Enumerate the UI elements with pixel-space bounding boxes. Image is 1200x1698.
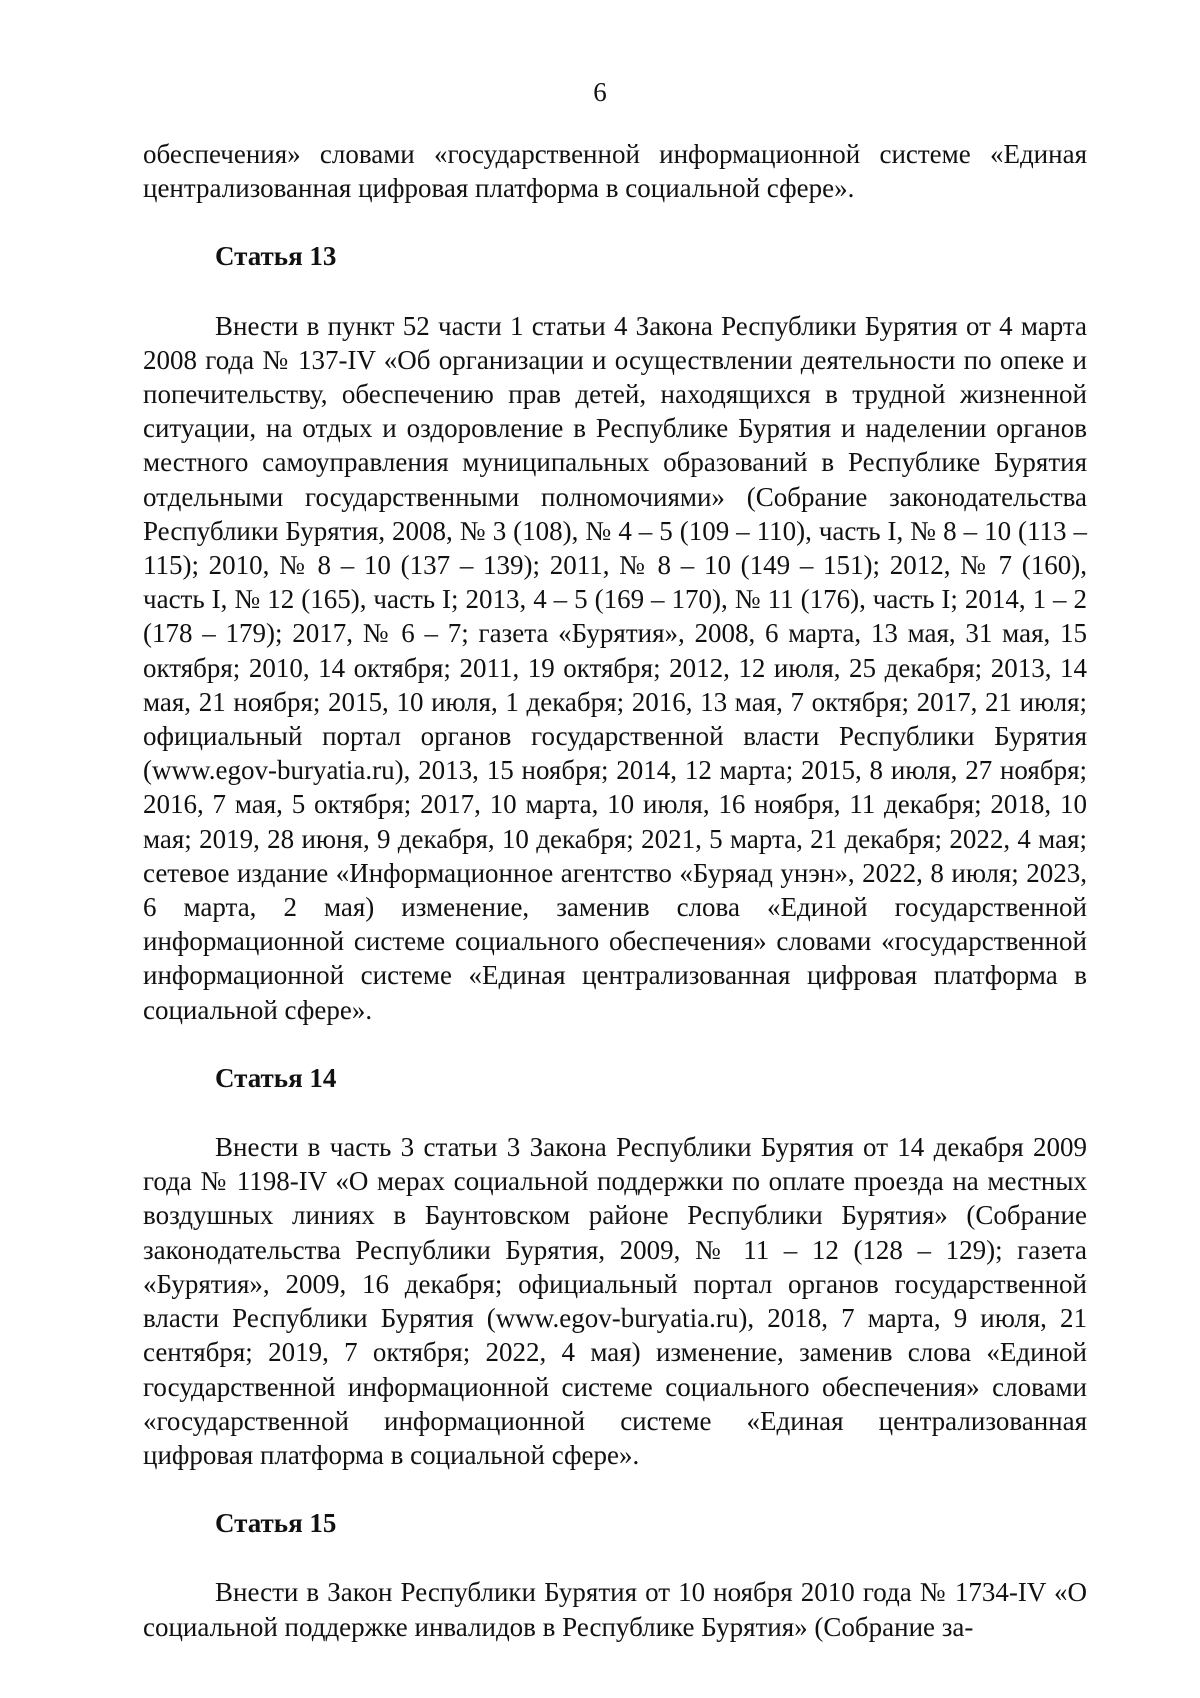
article-14-paragraph: Внести в часть 3 статьи 3 Закона Республики Бурятия от 14 декабря 2009 года № 1198-IV «О мерах социальной поддержки по оплате проезда на местных воздушных линиях в Баунтовском районе Республики Бурятия» (Собрание законодательства Республики Бурятия, 2009, № 11 – 12 (128 – 129); газета «Бурятия», 2009, 16 декабря; официальный портал органов государственной власти Республики Бурятия (www.egov-buryatia.ru), 2018, 7 марта, 9 июля, 21 сентября; 2019, 7 октября; 2022, 4 мая) изменение, заменив слова «Единой государственной информационной системе социального обеспечения» словами «государственной информационной системе «Единая централизованная цифровая платформа в социальной сфере».	[143, 1132, 1087, 1470]
spacer	[143, 1540, 1087, 1575]
spacer	[143, 205, 1087, 239]
article-15-paragraph: Внести в Закон Республики Бурятия от 10 ноября 2010 года № 1734-IV «О социальной поддержке инвалидов в Республике Бурятия» (Собрание за-	[143, 1577, 1087, 1642]
spacer	[143, 1095, 1087, 1130]
article-15-heading: Статья 15	[215, 1508, 337, 1539]
spacer	[143, 1472, 1087, 1506]
article-13-paragraph: Внести в пункт 52 части 1 статьи 4 Закона Республики Бурятия от 4 марта 2008 года № 137-IV «Об организации и осуществлении деятельности по опеке и попечительству, обеспечению прав детей, находящихся в трудной жизненной ситуации, на отдых и оздоровление в Республике Бурятия и наделении органов местного самоуправления муниципальных образований в Республике Бурятия отдельными государственными полномочиями» (Собрание законодательства Республики Бурятия, 2008, № 3 (108), № 4 – 5 (109 – 110), часть I, № 8 – 10 (113 – 115); 2010, № 8 – 10 (137 – 139); 2011, № 8 – 10 (149 – 151); 2012, № 7 (160), часть I, № 12 (165), часть I; 2013, 4 – 5 (169 – 170), № 11 (176), часть I; 2014, 1 – 2 (178 – 179); 2017, № 6 – 7; газета «Бурятия», 2008, 6 марта, 13 мая, 31 мая, 15 октября; 2010, 14 октября; 2011, 19 октября; 2012, 12 июля, 25 декабря; 2013, 14 мая, 21 ноября; 2015, 10 июля, 1 декабря; 2016, 13 мая, 7 октября; 2017, 21 июля; официальный портал органов государственной власти Республики Бурятия (www.egov-buryatia.ru), 2013, 15 ноября; 2014, 12 марта; 2015, 8 июля, 27 ноября; 2016, 7 мая, 5 октября; 2017, 10 марта, 10 июля, 16 ноября, 11 декабря; 2018, 10 мая; 2019, 28 июня, 9 декабря, 10 декабря; 2021, 5 марта, 21 декабря; 2022, 4 мая; сетевое издание «Информационное агентство «Буряад унэн», 2022, 8 июля; 2023, 6 марта, 2 мая) изменение, заменив слова «Единой государственной информационной системе социального обеспечения» словами «государственной информационной системе «Единая централизованная цифровая платформа в социальной сфере».	[143, 310, 1087, 1025]
page-number: 6	[593, 77, 607, 107]
article-14-heading: Статья 14	[215, 1062, 337, 1093]
spacer	[143, 1027, 1087, 1061]
continuation-paragraph: обеспечения» словами «государственной информационной системе «Единая централизованная цифровая платформа в социальной сфере».	[143, 139, 1087, 204]
article-13-heading: Статья 13	[215, 241, 337, 272]
document-body	[143, 137, 1087, 1644]
spacer	[143, 274, 1087, 309]
